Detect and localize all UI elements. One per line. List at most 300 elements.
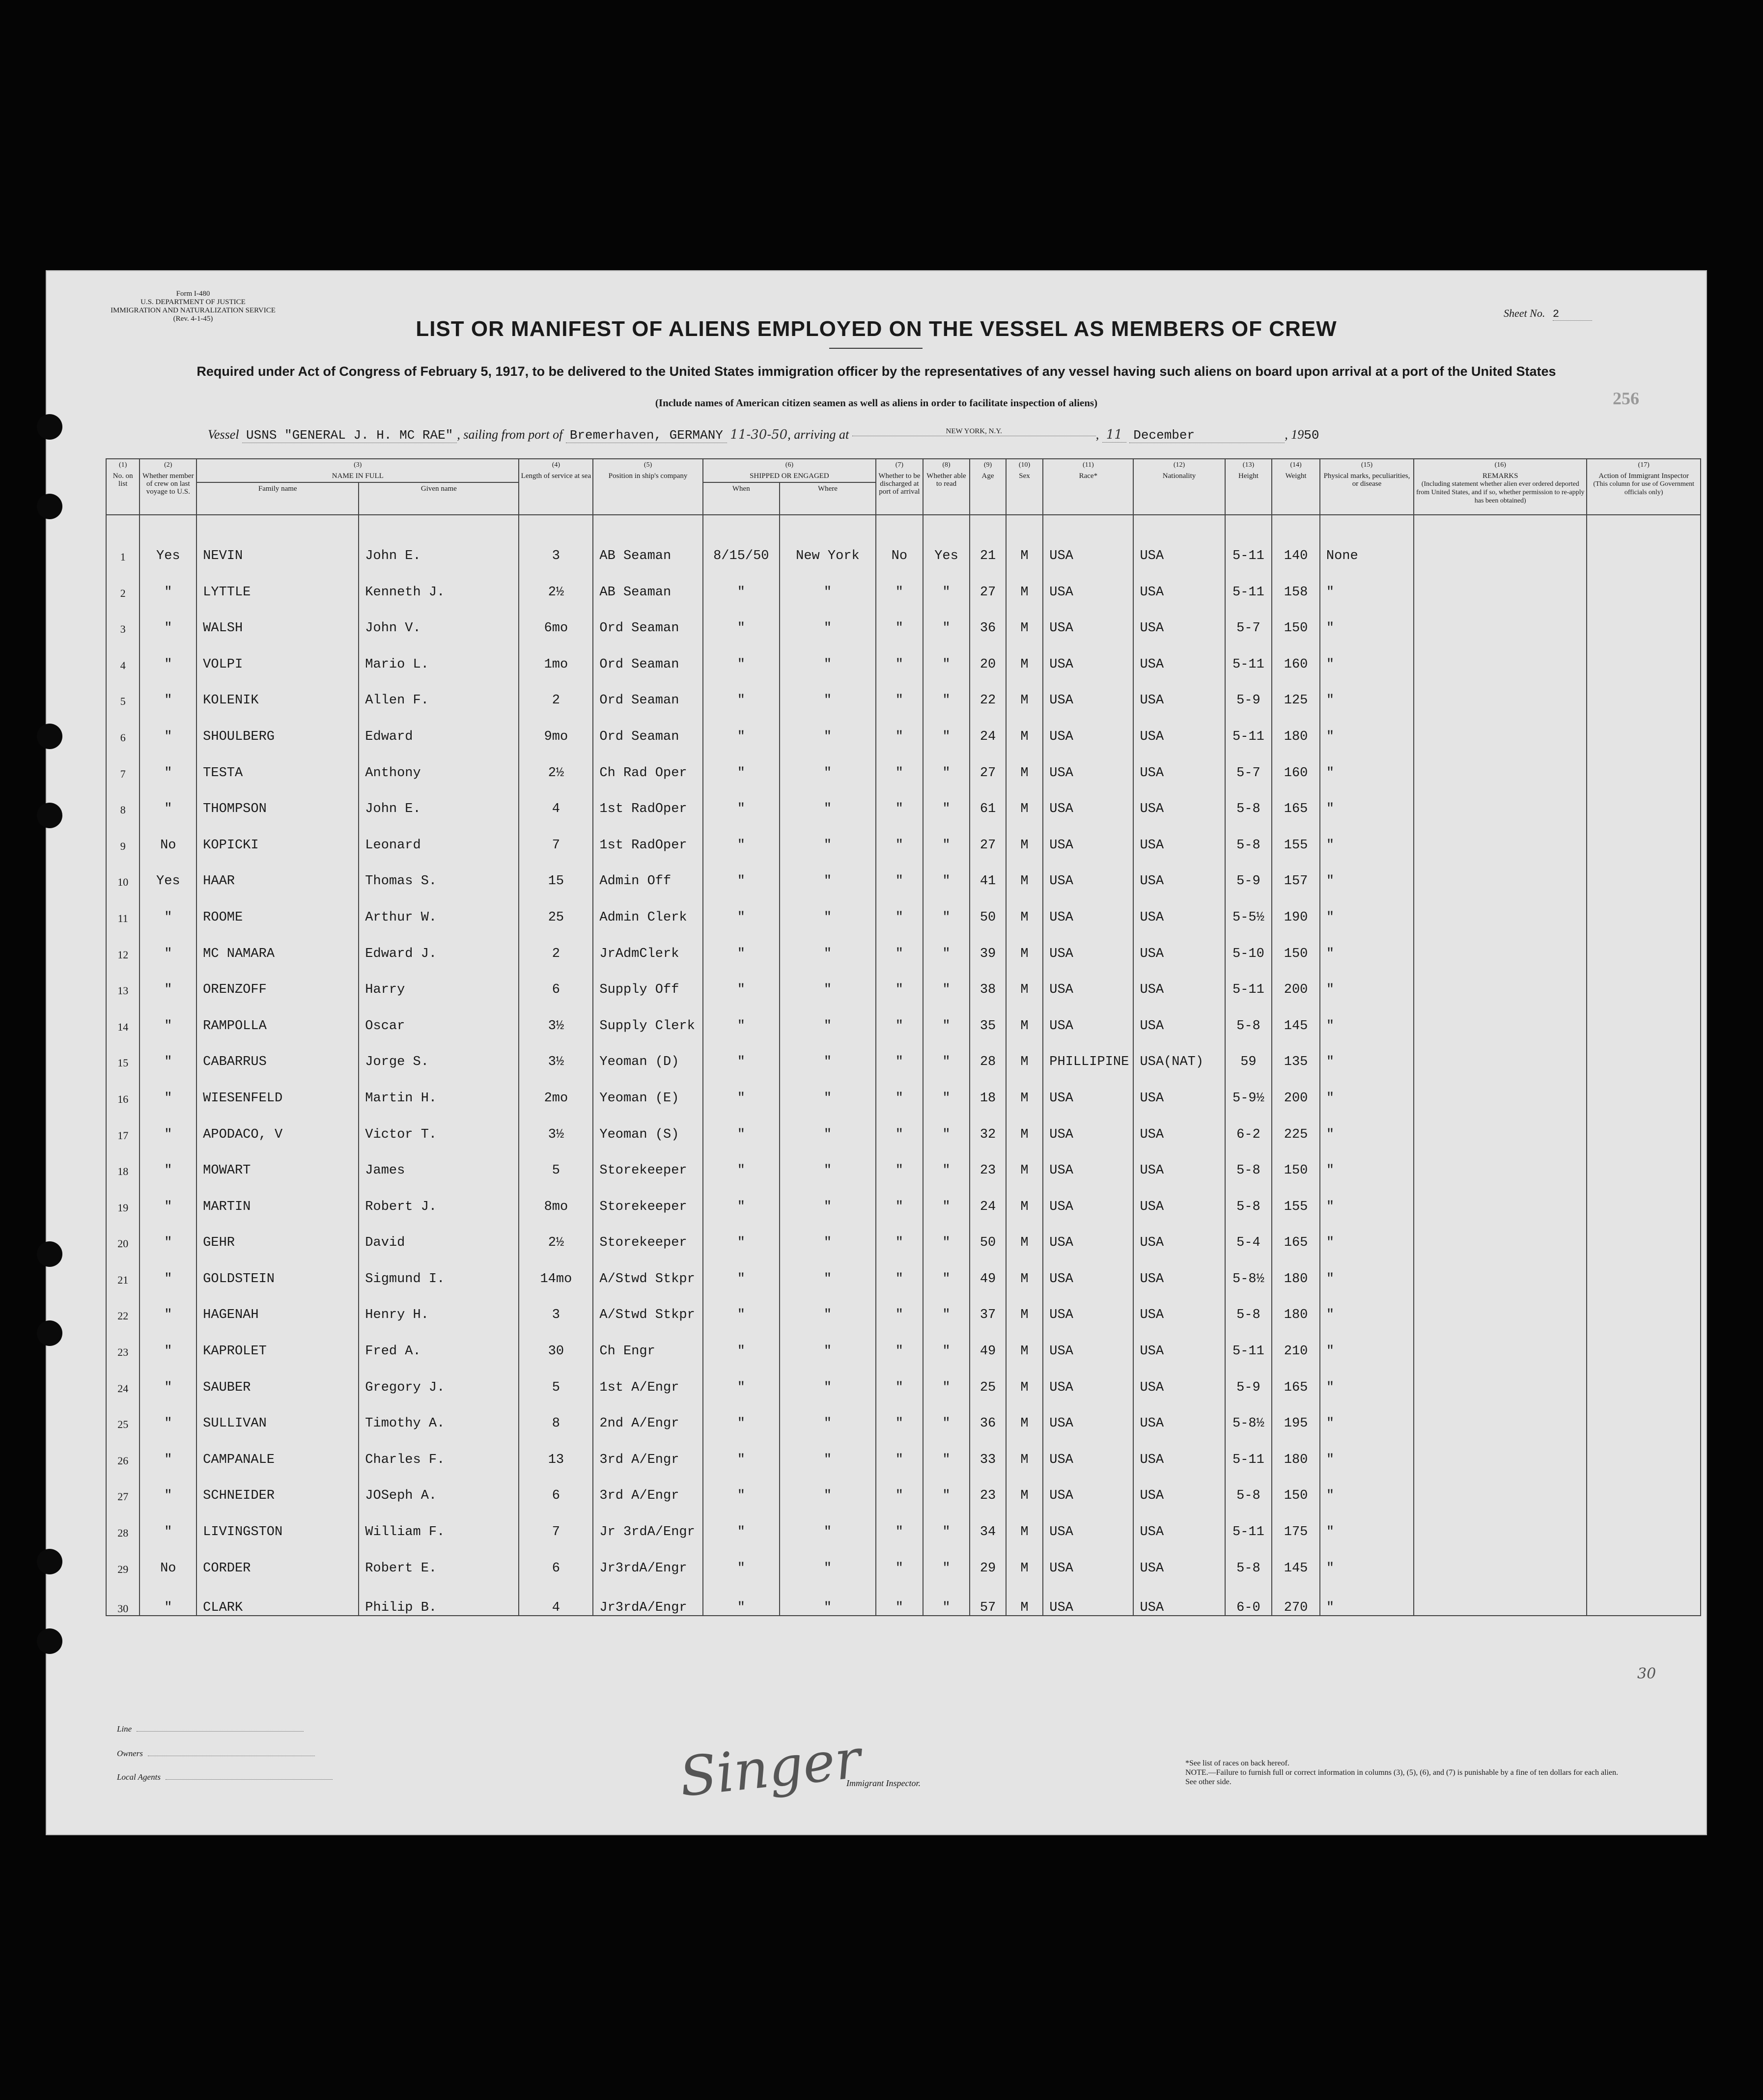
sex-cell: M <box>1006 1178 1043 1214</box>
manifest-sheet <box>46 270 1707 1835</box>
sex-cell: M <box>1006 1034 1043 1070</box>
physical-marks-cell: " <box>1320 672 1414 708</box>
race-note: *See list of races on back hereof. <box>1185 1759 1289 1767</box>
physical-marks-cell: " <box>1320 889 1414 925</box>
service-length-cell: 15 <box>519 853 593 889</box>
nationality-cell: USA <box>1133 816 1225 853</box>
remarks-cell <box>1414 744 1587 781</box>
inspector-action-cell <box>1587 744 1701 781</box>
shipped-where-cell: " <box>780 672 876 708</box>
service-length-cell: 14mo <box>519 1250 593 1287</box>
shipped-when-cell: " <box>703 1214 780 1251</box>
inspector-action-cell <box>1587 1069 1701 1106</box>
weight-cell: 140 <box>1272 515 1320 563</box>
sex-cell: M <box>1006 816 1043 853</box>
physical-marks-cell: " <box>1320 1034 1414 1070</box>
sex-cell: M <box>1006 1069 1043 1106</box>
age-cell: 39 <box>970 925 1006 961</box>
physical-marks-cell: " <box>1320 1178 1414 1214</box>
nationality-cell: USA <box>1133 1178 1225 1214</box>
physical-marks-cell: " <box>1320 925 1414 961</box>
given-name-cell: Harry <box>359 961 519 998</box>
height-cell: 5-9½ <box>1225 1069 1272 1106</box>
height-cell: 5-9 <box>1225 672 1272 708</box>
height-cell: 5-11 <box>1225 563 1272 600</box>
physical-marks-cell: " <box>1320 1503 1414 1540</box>
sex-cell: M <box>1006 1395 1043 1431</box>
shipped-when-cell: " <box>703 672 780 708</box>
remarks-cell <box>1414 1250 1587 1287</box>
position-cell: Ch Rad Oper <box>593 744 702 781</box>
position-cell: Ord Seaman <box>593 672 702 708</box>
previous-voyage-cell: " <box>140 1178 196 1214</box>
able-to-read-cell: " <box>923 925 970 961</box>
nationality-cell: USA <box>1133 961 1225 998</box>
race-cell: USA <box>1043 997 1133 1034</box>
sex-cell: M <box>1006 636 1043 672</box>
race-cell: USA <box>1043 1142 1133 1178</box>
discharge-cell: " <box>876 636 923 672</box>
service-length-cell: 3½ <box>519 1034 593 1070</box>
service-length-cell: 2 <box>519 925 593 961</box>
position-cell: 1st RadOper <box>593 816 702 853</box>
position-cell: Jr 3rdA/Engr <box>593 1503 702 1540</box>
weight-cell: 155 <box>1272 816 1320 853</box>
nationality-cell: USA <box>1133 600 1225 636</box>
sex-cell: M <box>1006 997 1043 1034</box>
inspector-action-cell <box>1587 1322 1701 1359</box>
row-number-cell: 10 <box>106 853 140 889</box>
discharge-cell: " <box>876 1287 923 1323</box>
previous-voyage-cell: " <box>140 1106 196 1142</box>
remarks-cell <box>1414 1359 1587 1395</box>
sex-cell: M <box>1006 1467 1043 1504</box>
table-row <box>106 1540 1701 1576</box>
table-row <box>106 1395 1701 1431</box>
able-to-read-cell: " <box>923 889 970 925</box>
form-number: Form I-480 <box>176 290 210 298</box>
shipped-where-cell: " <box>780 1395 876 1431</box>
age-cell: 22 <box>970 672 1006 708</box>
remarks-cell <box>1414 1069 1587 1106</box>
age-cell: 61 <box>970 781 1006 817</box>
form-rev: (Rev. 4-1-45) <box>173 315 213 323</box>
inspector-action-cell <box>1587 1431 1701 1467</box>
service-length-cell: 8mo <box>519 1178 593 1214</box>
row-number-cell: 3 <box>106 600 140 636</box>
age-cell: 49 <box>970 1250 1006 1287</box>
height-cell: 5-4 <box>1225 1214 1272 1251</box>
shipped-where-cell: " <box>780 1106 876 1142</box>
service-length-cell: 5 <box>519 1359 593 1395</box>
table-row <box>106 744 1701 781</box>
position-cell: Jr3rdA/Engr <box>593 1540 702 1576</box>
physical-marks-cell: " <box>1320 600 1414 636</box>
race-cell: USA <box>1043 1576 1133 1616</box>
previous-voyage-cell: " <box>140 672 196 708</box>
nationality-cell: USA <box>1133 672 1225 708</box>
weight-cell: 270 <box>1272 1576 1320 1616</box>
inspector-action-cell <box>1587 636 1701 672</box>
row-number-cell: 21 <box>106 1250 140 1287</box>
row-number-cell: 14 <box>106 997 140 1034</box>
row-number-cell: 16 <box>106 1069 140 1106</box>
shipped-when-cell: " <box>703 1069 780 1106</box>
remarks-cell <box>1414 961 1587 998</box>
weight-cell: 150 <box>1272 1142 1320 1178</box>
discharge-cell: " <box>876 1503 923 1540</box>
physical-marks-cell: " <box>1320 1467 1414 1504</box>
previous-voyage-cell: Yes <box>140 853 196 889</box>
inspector-action-cell <box>1587 600 1701 636</box>
row-number-cell: 20 <box>106 1214 140 1251</box>
row-number-cell: 19 <box>106 1178 140 1214</box>
family-name-cell: KOLENIK <box>196 672 359 708</box>
table-row <box>106 1178 1701 1214</box>
able-to-read-cell: " <box>923 997 970 1034</box>
service-length-cell: 4 <box>519 1576 593 1616</box>
shipped-where-cell: " <box>780 1431 876 1467</box>
remarks-cell <box>1414 889 1587 925</box>
vessel-label: Vessel <box>208 427 239 442</box>
discharge-cell: " <box>876 1106 923 1142</box>
remarks-cell <box>1414 600 1587 636</box>
weight-cell: 150 <box>1272 925 1320 961</box>
height-cell: 5-8½ <box>1225 1250 1272 1287</box>
shipped-where-cell: " <box>780 1214 876 1251</box>
discharge-cell: " <box>876 672 923 708</box>
discharge-cell: " <box>876 816 923 853</box>
previous-voyage-cell: " <box>140 744 196 781</box>
shipped-when-cell: " <box>703 853 780 889</box>
family-name-cell: SULLIVAN <box>196 1395 359 1431</box>
col-header-no: (1) No. on list <box>106 459 140 515</box>
race-cell: USA <box>1043 515 1133 563</box>
previous-voyage-cell: " <box>140 1034 196 1070</box>
punch-hole <box>37 1241 62 1267</box>
service-length-cell: 30 <box>519 1322 593 1359</box>
physical-marks-cell: " <box>1320 781 1414 817</box>
nationality-cell: USA(NAT) <box>1133 1034 1225 1070</box>
col-header-position: (5) Position in ship's company <box>593 459 702 515</box>
able-to-read-cell: " <box>923 961 970 998</box>
family-name-cell: ORENZOFF <box>196 961 359 998</box>
able-to-read-cell: " <box>923 1467 970 1504</box>
position-cell: Storekeeper <box>593 1142 702 1178</box>
given-name-cell: David <box>359 1214 519 1251</box>
age-cell: 36 <box>970 600 1006 636</box>
service-length-cell: 8 <box>519 1395 593 1431</box>
weight-cell: 180 <box>1272 708 1320 744</box>
row-number-cell: 25 <box>106 1395 140 1431</box>
local-agents-field: Local Agents <box>117 1772 333 1782</box>
family-name-cell: LIVINGSTON <box>196 1503 359 1540</box>
given-name-cell: William F. <box>359 1503 519 1540</box>
race-cell: USA <box>1043 744 1133 781</box>
previous-voyage-cell: " <box>140 636 196 672</box>
height-cell: 5-8 <box>1225 1467 1272 1504</box>
service-length-cell: 2½ <box>519 744 593 781</box>
discharge-cell: " <box>876 744 923 781</box>
sex-cell: M <box>1006 1322 1043 1359</box>
physical-marks-cell: " <box>1320 816 1414 853</box>
sex-cell: M <box>1006 600 1043 636</box>
table-row <box>106 1069 1701 1106</box>
col-header-height: (13) Height <box>1225 459 1272 515</box>
table-row <box>106 1431 1701 1467</box>
given-name-cell: Robert E. <box>359 1540 519 1576</box>
family-name-cell: CORDER <box>196 1540 359 1576</box>
service-length-cell: 6mo <box>519 600 593 636</box>
able-to-read-cell: " <box>923 1034 970 1070</box>
given-name-cell: Jorge S. <box>359 1034 519 1070</box>
shipped-when-cell: " <box>703 961 780 998</box>
given-name-cell: John E. <box>359 515 519 563</box>
shipped-where-cell: " <box>780 1359 876 1395</box>
previous-voyage-cell: " <box>140 1503 196 1540</box>
previous-voyage-cell: " <box>140 889 196 925</box>
given-name-cell: Victor T. <box>359 1106 519 1142</box>
age-cell: 37 <box>970 1287 1006 1323</box>
height-cell: 5-11 <box>1225 708 1272 744</box>
able-to-read-cell: " <box>923 781 970 817</box>
able-to-read-cell: " <box>923 1069 970 1106</box>
inspector-action-cell <box>1587 853 1701 889</box>
inspector-action-cell <box>1587 563 1701 600</box>
shipped-when-cell: " <box>703 1467 780 1504</box>
table-row <box>106 1034 1701 1070</box>
sailing-label: , sailing from port of <box>457 427 563 442</box>
family-name-cell: MC NAMARA <box>196 925 359 961</box>
race-cell: USA <box>1043 1322 1133 1359</box>
inspector-action-cell <box>1587 781 1701 817</box>
age-cell: 25 <box>970 1359 1006 1395</box>
height-cell: 5-7 <box>1225 600 1272 636</box>
age-cell: 28 <box>970 1034 1006 1070</box>
discharge-cell: " <box>876 1178 923 1214</box>
shipped-where-cell: " <box>780 636 876 672</box>
height-cell: 5-8 <box>1225 1540 1272 1576</box>
discharge-cell: " <box>876 1214 923 1251</box>
height-cell: 5-11 <box>1225 515 1272 563</box>
shipped-where-cell: " <box>780 961 876 998</box>
physical-marks-cell: " <box>1320 636 1414 672</box>
able-to-read-cell: " <box>923 1576 970 1616</box>
height-cell: 59 <box>1225 1034 1272 1070</box>
age-cell: 41 <box>970 853 1006 889</box>
table-row <box>106 1287 1701 1323</box>
physical-marks-cell: " <box>1320 563 1414 600</box>
sheet-number-label: Sheet No. <box>1504 307 1545 319</box>
service-length-cell: 2 <box>519 672 593 708</box>
age-cell: 33 <box>970 1431 1006 1467</box>
discharge-cell: " <box>876 853 923 889</box>
physical-marks-cell: " <box>1320 997 1414 1034</box>
given-name-cell: Anthony <box>359 744 519 781</box>
remarks-cell <box>1414 781 1587 817</box>
discharge-cell: " <box>876 600 923 636</box>
able-to-read-cell: " <box>923 1142 970 1178</box>
col-header-race: (11) Race* <box>1043 459 1133 515</box>
age-cell: 27 <box>970 816 1006 853</box>
shipped-when-cell: " <box>703 1359 780 1395</box>
given-name-cell: Kenneth J. <box>359 563 519 600</box>
given-name-cell: Thomas S. <box>359 853 519 889</box>
nationality-cell: USA <box>1133 1467 1225 1504</box>
family-name-cell: NEVIN <box>196 515 359 563</box>
weight-cell: 175 <box>1272 1503 1320 1540</box>
race-cell: USA <box>1043 672 1133 708</box>
table-row <box>106 1322 1701 1359</box>
service-length-cell: 3½ <box>519 997 593 1034</box>
vessel-name: USNS "GENERAL J. H. MC RAE" <box>242 428 457 443</box>
height-cell: 5-10 <box>1225 925 1272 961</box>
height-cell: 5-8 <box>1225 997 1272 1034</box>
able-to-read-cell: " <box>923 1106 970 1142</box>
sex-cell: M <box>1006 1142 1043 1178</box>
col-header-where: Where <box>780 482 876 515</box>
col-header-sex: (10) Sex <box>1006 459 1043 515</box>
table-row <box>106 925 1701 961</box>
previous-voyage-cell: " <box>140 1250 196 1287</box>
able-to-read-cell: " <box>923 1287 970 1323</box>
service-length-cell: 5 <box>519 1142 593 1178</box>
nationality-cell: USA <box>1133 1395 1225 1431</box>
col-header-read: (8) Whether able to read <box>923 459 970 515</box>
inspector-action-cell <box>1587 925 1701 961</box>
table-row <box>106 636 1701 672</box>
remarks-cell <box>1414 997 1587 1034</box>
height-cell: 6-2 <box>1225 1106 1272 1142</box>
age-cell: 23 <box>970 1142 1006 1178</box>
shipped-when-cell: " <box>703 708 780 744</box>
previous-voyage-cell: " <box>140 1395 196 1431</box>
service-length-cell: 6 <box>519 1540 593 1576</box>
position-cell: Storekeeper <box>593 1178 702 1214</box>
physical-marks-cell: " <box>1320 1142 1414 1178</box>
service-length-cell: 25 <box>519 889 593 925</box>
remarks-cell <box>1414 1214 1587 1251</box>
previous-voyage-cell: " <box>140 1359 196 1395</box>
position-cell: Admin Off <box>593 853 702 889</box>
weight-cell: 150 <box>1272 600 1320 636</box>
shipped-where-cell: " <box>780 600 876 636</box>
sex-cell: M <box>1006 1214 1043 1251</box>
col-header-service: (4) Length of service at sea <box>519 459 593 515</box>
col-header-marks: (15) Physical marks, peculiarities, or disease <box>1320 459 1414 515</box>
family-name-cell: HAGENAH <box>196 1287 359 1323</box>
service-length-cell: 7 <box>519 816 593 853</box>
inspector-action-cell <box>1587 1467 1701 1504</box>
row-number-cell: 17 <box>106 1106 140 1142</box>
row-number-cell: 24 <box>106 1359 140 1395</box>
shipped-where-cell: " <box>780 1540 876 1576</box>
age-cell: 49 <box>970 1322 1006 1359</box>
physical-marks-cell: " <box>1320 744 1414 781</box>
race-cell: USA <box>1043 925 1133 961</box>
service-length-cell: 2½ <box>519 563 593 600</box>
shipped-where-cell: " <box>780 1287 876 1323</box>
shipped-where-cell: " <box>780 816 876 853</box>
table-row <box>106 1467 1701 1504</box>
previous-voyage-cell: " <box>140 1214 196 1251</box>
sex-cell: M <box>1006 1503 1043 1540</box>
sex-cell: M <box>1006 889 1043 925</box>
remarks-cell <box>1414 1322 1587 1359</box>
inspector-action-cell <box>1587 515 1701 563</box>
service-length-cell: 3 <box>519 1287 593 1323</box>
arrival-month: December <box>1129 428 1285 443</box>
nationality-cell: USA <box>1133 1322 1225 1359</box>
position-cell: 3rd A/Engr <box>593 1467 702 1504</box>
able-to-read-cell: " <box>923 672 970 708</box>
remarks-cell <box>1414 636 1587 672</box>
sex-cell: M <box>1006 672 1043 708</box>
discharge-cell: " <box>876 1576 923 1616</box>
previous-voyage-cell: " <box>140 1069 196 1106</box>
nationality-cell: USA <box>1133 1106 1225 1142</box>
physical-marks-cell: " <box>1320 1431 1414 1467</box>
family-name-cell: HAAR <box>196 853 359 889</box>
shipped-when-cell: " <box>703 1503 780 1540</box>
able-to-read-cell: " <box>923 816 970 853</box>
given-name-cell: Arthur W. <box>359 889 519 925</box>
race-cell: USA <box>1043 636 1133 672</box>
sex-cell: M <box>1006 853 1043 889</box>
discharge-cell: " <box>876 1431 923 1467</box>
table-row <box>106 997 1701 1034</box>
discharge-cell: " <box>876 889 923 925</box>
position-cell: Jr3rdA/Engr <box>593 1576 702 1616</box>
family-name-cell: CAMPANALE <box>196 1431 359 1467</box>
shipped-where-cell: " <box>780 853 876 889</box>
height-cell: 5-8 <box>1225 1287 1272 1323</box>
discharge-cell: " <box>876 997 923 1034</box>
table-row <box>106 1106 1701 1142</box>
inspector-label: Immigrant Inspector. <box>846 1778 921 1788</box>
col-header-weight: (14) Weight <box>1272 459 1320 515</box>
arrival-port: NEW YORK, N.Y. <box>852 427 1096 436</box>
col-header-action: (17) Action of Immigrant Inspector (This column for use of Government officials only) <box>1587 459 1701 515</box>
row-number-cell: 13 <box>106 961 140 998</box>
able-to-read-cell: " <box>923 708 970 744</box>
inspector-action-cell <box>1587 997 1701 1034</box>
inspector-action-cell <box>1587 1178 1701 1214</box>
sex-cell: M <box>1006 1250 1043 1287</box>
race-cell: USA <box>1043 1178 1133 1214</box>
physical-marks-cell: " <box>1320 853 1414 889</box>
col-header-discharge: (7) Whether to be discharged at port of arrival <box>876 459 923 515</box>
previous-voyage-cell: " <box>140 1576 196 1616</box>
table-row <box>106 961 1701 998</box>
nationality-cell: USA <box>1133 708 1225 744</box>
physical-marks-cell: " <box>1320 1359 1414 1395</box>
nationality-cell: USA <box>1133 1576 1225 1616</box>
discharge-cell: " <box>876 1540 923 1576</box>
arriving-label: , arriving at <box>787 427 849 442</box>
table-row <box>106 600 1701 636</box>
row-number-cell: 5 <box>106 672 140 708</box>
nationality-cell: USA <box>1133 781 1225 817</box>
family-name-cell: WALSH <box>196 600 359 636</box>
given-name-cell: John E. <box>359 781 519 817</box>
age-cell: 34 <box>970 1503 1006 1540</box>
physical-marks-cell: " <box>1320 1106 1414 1142</box>
row-number-cell: 6 <box>106 708 140 744</box>
age-cell: 24 <box>970 708 1006 744</box>
stamp-number: 256 <box>1613 389 1639 408</box>
race-cell: USA <box>1043 1503 1133 1540</box>
